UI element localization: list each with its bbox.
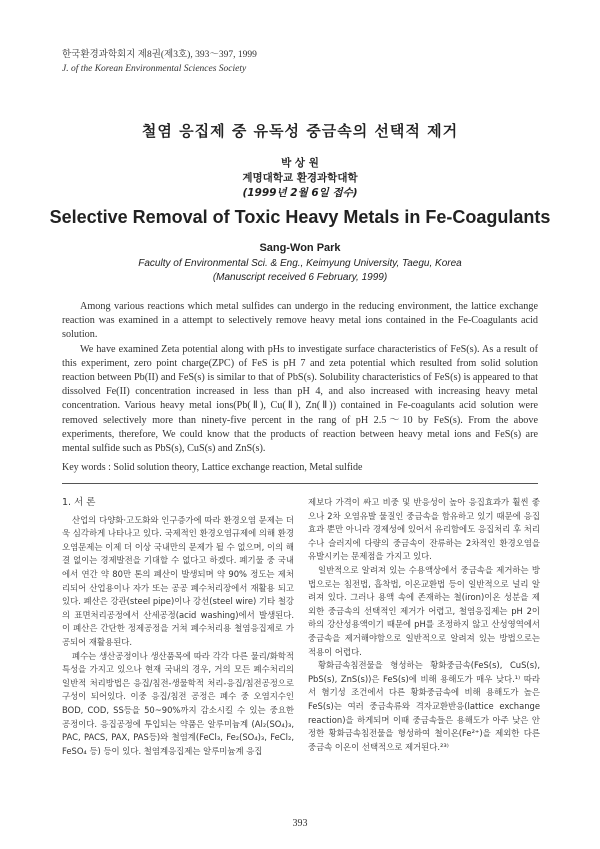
page-number: 393 bbox=[292, 818, 308, 829]
english-title: Selective Removal of Toxic Heavy Metals in Fe-Coagulants bbox=[49, 207, 551, 227]
korean-received-date: (1999년 2월 6일 접수) bbox=[242, 187, 358, 199]
korean-affiliation: 계명대학교 환경과학대학 bbox=[242, 172, 358, 184]
journal-citation-korean: 한국환경과학회지 제8권(제3호), 393～397, 1999 bbox=[62, 50, 257, 60]
section-heading: 1. 서 론 bbox=[62, 497, 96, 508]
body-paragraph: 산업의 다양화·고도화와 인구증가에 따라 환경오염 문제는 더욱 심각하게 나타나고 있다. 국제적인 환경오염규제에 의해 환경오염문제는 이제 더 이상 국내만의 문제가 될 수 없으며, 이의 해결 없이는 경제발전을 기대할 수 없다고 하겠다. 폐기물 중 국내에서 연간 약 80만 톤의 폐산이 발생되며 약 90% 정도는 제처리되어 산업용이나 자가 또는 공공 폐수처리장에서 재활용 되고있다. 폐산은 강관(steel pipe)이나 강선(steel wire) 기타 철강의 표면처리공정에서 산세공정(acid washing)에서 발생된다. 이 폐산은 간단한 정제공정을 거쳐 폐수처리용 철염응집제로 가공되어 재활용된다. bbox=[62, 514, 294, 647]
english-affiliation: Faculty of Environmental Sci. & Eng., Keimyung University, Taegu, Korea bbox=[138, 258, 462, 269]
abstract-paragraph: We have examined Zeta potential along with pHs to investigate surface characteristics of FeS(s). As a result of this experiment, zero point charge(ZPC) of FeS is pH 7 and zeta potential which resulted from solid solution reaction between Pb(II) and FeS(s) is similar to that of PbS(s). Solubility characteristics of FeS(s) is appeared to that dissolved Fe(II) concentration increased in less than pH 4, and also increased with increasing heavy metal concentration. Various heavy metal ions(Pb(Ⅱ), Cu(Ⅱ), Zn(Ⅱ)) contained in Fe-coagulants acid solution were removed selectively more than ninety-five percent in the rang of pH 2.5～10 by FeS(s). From the above experiments, therefore, We could know that the products of reaction between heavy metal ions and FeS(s) are mental sulfide such as PbS(s), CuS(s) and ZnS(s). bbox=[62, 343, 538, 455]
section-divider bbox=[62, 483, 538, 484]
korean-author-block bbox=[0, 156, 600, 201]
korean-author: 박 상 원 bbox=[281, 157, 319, 169]
abstract bbox=[62, 300, 538, 456]
journal-header bbox=[62, 48, 257, 76]
right-column bbox=[308, 496, 540, 754]
english-author-block bbox=[0, 241, 600, 285]
abstract-paragraph: Among various reactions which metal sulfides can undergo in the reducing environment, the lattice exchange reaction was examined in a attempt to selectively remove heavy metal ions contained in the Fe-Coagulants acid solution. bbox=[62, 301, 538, 341]
english-author: Sang-Won Park bbox=[259, 242, 341, 254]
korean-title: 철염 응집제 중 유독성 중금속의 선택적 제거 bbox=[141, 122, 459, 140]
keywords: Key words : Solid solution theory, Lattice exchange reaction, Metal sulfide bbox=[62, 462, 363, 473]
body-paragraph: 일반적으로 알려져 있는 수용액상에서 중금속을 제거하는 방법으로는 침전법, 흡착법, 이온교환법 등이 일반적으로 널리 알려져 있다. 그러나 용액 속에 존재하는 철(iron)이온 성분을 제외한 중금속의 선택적인 제거가 어렵고, 철염응집제는 pH 2이하의 강산성용액이기 때문에 pH를 조정하지 않고 산성영역에서 중금속을 제거해야함으로 일반적으로 알려져 있는 방법으로는 적용이 어렵다. bbox=[308, 564, 540, 657]
english-received-date: (Manuscript received 6 February, 1999) bbox=[212, 272, 388, 283]
body-paragraph: 황화금속침전물을 형성하는 황화중금속(FeS(s), CuS(s), PbS(s), ZnS(s))은 FeS(s)에 비해 용해도가 매우 낮다.¹⁾ 따라서 혐기성 조건에서 다른 황화중금속에 비해 용해도가 높은 FeS(s)는 여러 중금속류와 격자교환반응(lattice exchange reaction)을 하게되며 이때 중금속들은 용해도가 아주 낮은 안정한 황화금속침전물을 형성하여 철이온(Fe²⁺)을 제외한 다른 중금속 이온이 선택적으로 제거된다.²³⁾ bbox=[308, 660, 540, 752]
body-paragraph: 폐수는 생산공정이나 생산품목에 따라 각각 다른 물리/화학적 특성을 가지고 있으나 현재 국내의 경우, 거의 모든 폐수처리의 일반적 처리방법은 응집/침전-생물학적 처리-응집/침전공정으로 구성이 되어있다. 이중 응집/침전 공정은 폐수 중 오염지수인 BOD, COD, SS등을 50~90%까지 감소시킬 수 있는 중요한 공정이다. 응집공정에 투입되는 약품은 알루미늄계 (Al₂(SO₄)₃, PAC, PACS, PAX, PAS등)와 철염계(FeCl₃, Fe₂(SO₄)₃, FeCl₂, FeSO₄ 등) 등이 있다. 철염계응집제는 알루미늄계 응집 bbox=[62, 650, 294, 756]
left-column bbox=[62, 496, 294, 758]
journal-citation-english: J. of the Korean Environmental Sciences Society bbox=[62, 64, 247, 74]
body-paragraph: 제보다 가격이 싸고 비중 및 반응성이 높아 응집효과가 훨씬 좋으나 2차 오염유발 물질인 중금속을 함유하고 있기 때문에 응집효과 뿐만 아니라 경제성에 있어서 유리함에도 응집처리 후 처리수나 슬러지에 다량의 중금속이 잔류하는 2차적인 환경오염을 유발시키는 문제점을 가지고 있다. bbox=[308, 497, 540, 562]
